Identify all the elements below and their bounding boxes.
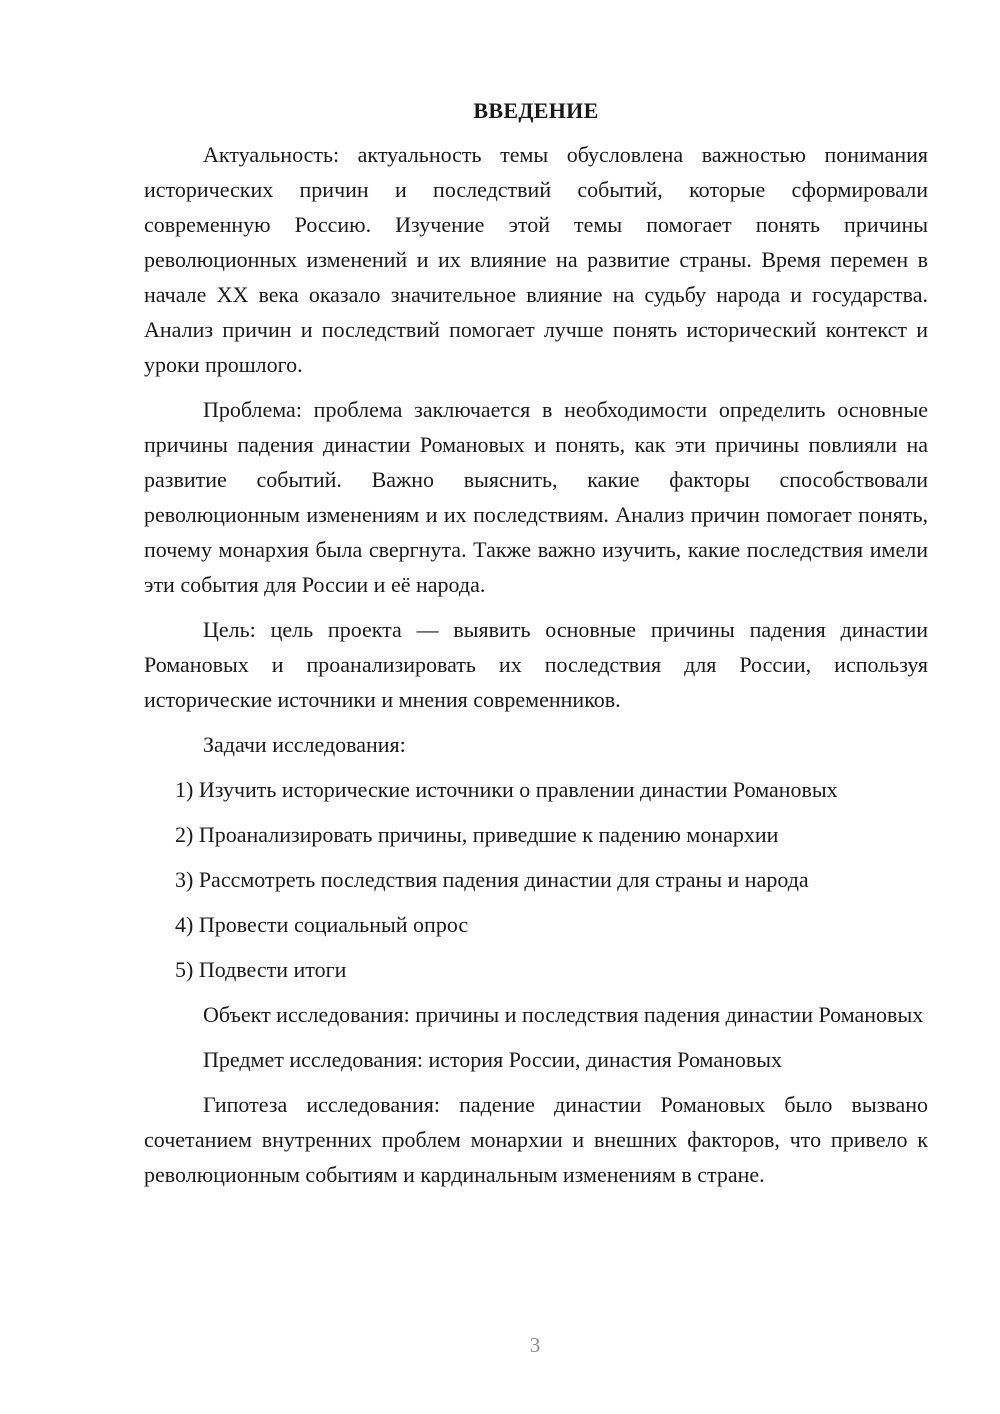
task-item: 5) Подвести итоги [175, 957, 347, 982]
task-item: 4) Провести социальный опрос [175, 912, 469, 937]
tasks-heading: Задачи исследования: [203, 732, 406, 757]
hypothesis-paragraph: Гипотеза исследования: падение династии Романовых было вызвано сочетанием внутренних проблем монархии и внешних факторов, что привело к революционным событиям и кардинальным изменениям в стране. [144, 1092, 928, 1187]
task-item: 2) Проанализировать причины, приведшие к падению монархии [175, 822, 779, 847]
object-paragraph: Объект исследования: причины и последствия падения династии Романовых [203, 1002, 924, 1027]
document-body [144, 93, 928, 1202]
task-item: 3) Рассмотреть последствия падения династии для страны и народа [175, 867, 809, 892]
section-title: ВВЕДЕНИЕ [473, 98, 599, 123]
tasks-list [144, 772, 928, 987]
task-item: 1) Изучить исторические источники о правлении династии Романовых [175, 777, 838, 802]
goal-paragraph: Цель: цель проекта — выявить основные причины падения династии Романовых и проанализировать их последствия для России, используя исторические источники и мнения современников. [144, 617, 928, 712]
problem-paragraph: Проблема: проблема заключается в необходимости определить основные причины падения династии Романовых и понять, как эти причины повлияли на развитие событий. Важно выяснить, какие факторы способствовали революционным изменениям и их последствиям. Анализ причин помогает понять, почему монархия была свергнута. Также важно изучить, какие последствия имели эти события для России и её народа. [144, 397, 928, 597]
page-number: 3 [529, 1333, 541, 1357]
relevance-paragraph: Актуальность: актуальность темы обусловлена важностью понимания исторических причин и последствий событий, которые сформировали современную Россию. Изучение этой темы помогает понять причины революционных изменений и их влияние на развитие страны. Время перемен в начале XX века оказало значительное влияние на судьбу народа и государства. Анализ причин и последствий помогает лучше понять исторический контекст и уроки прошлого. [144, 142, 928, 377]
subject-paragraph: Предмет исследования: история России, династия Романовых [203, 1047, 783, 1072]
